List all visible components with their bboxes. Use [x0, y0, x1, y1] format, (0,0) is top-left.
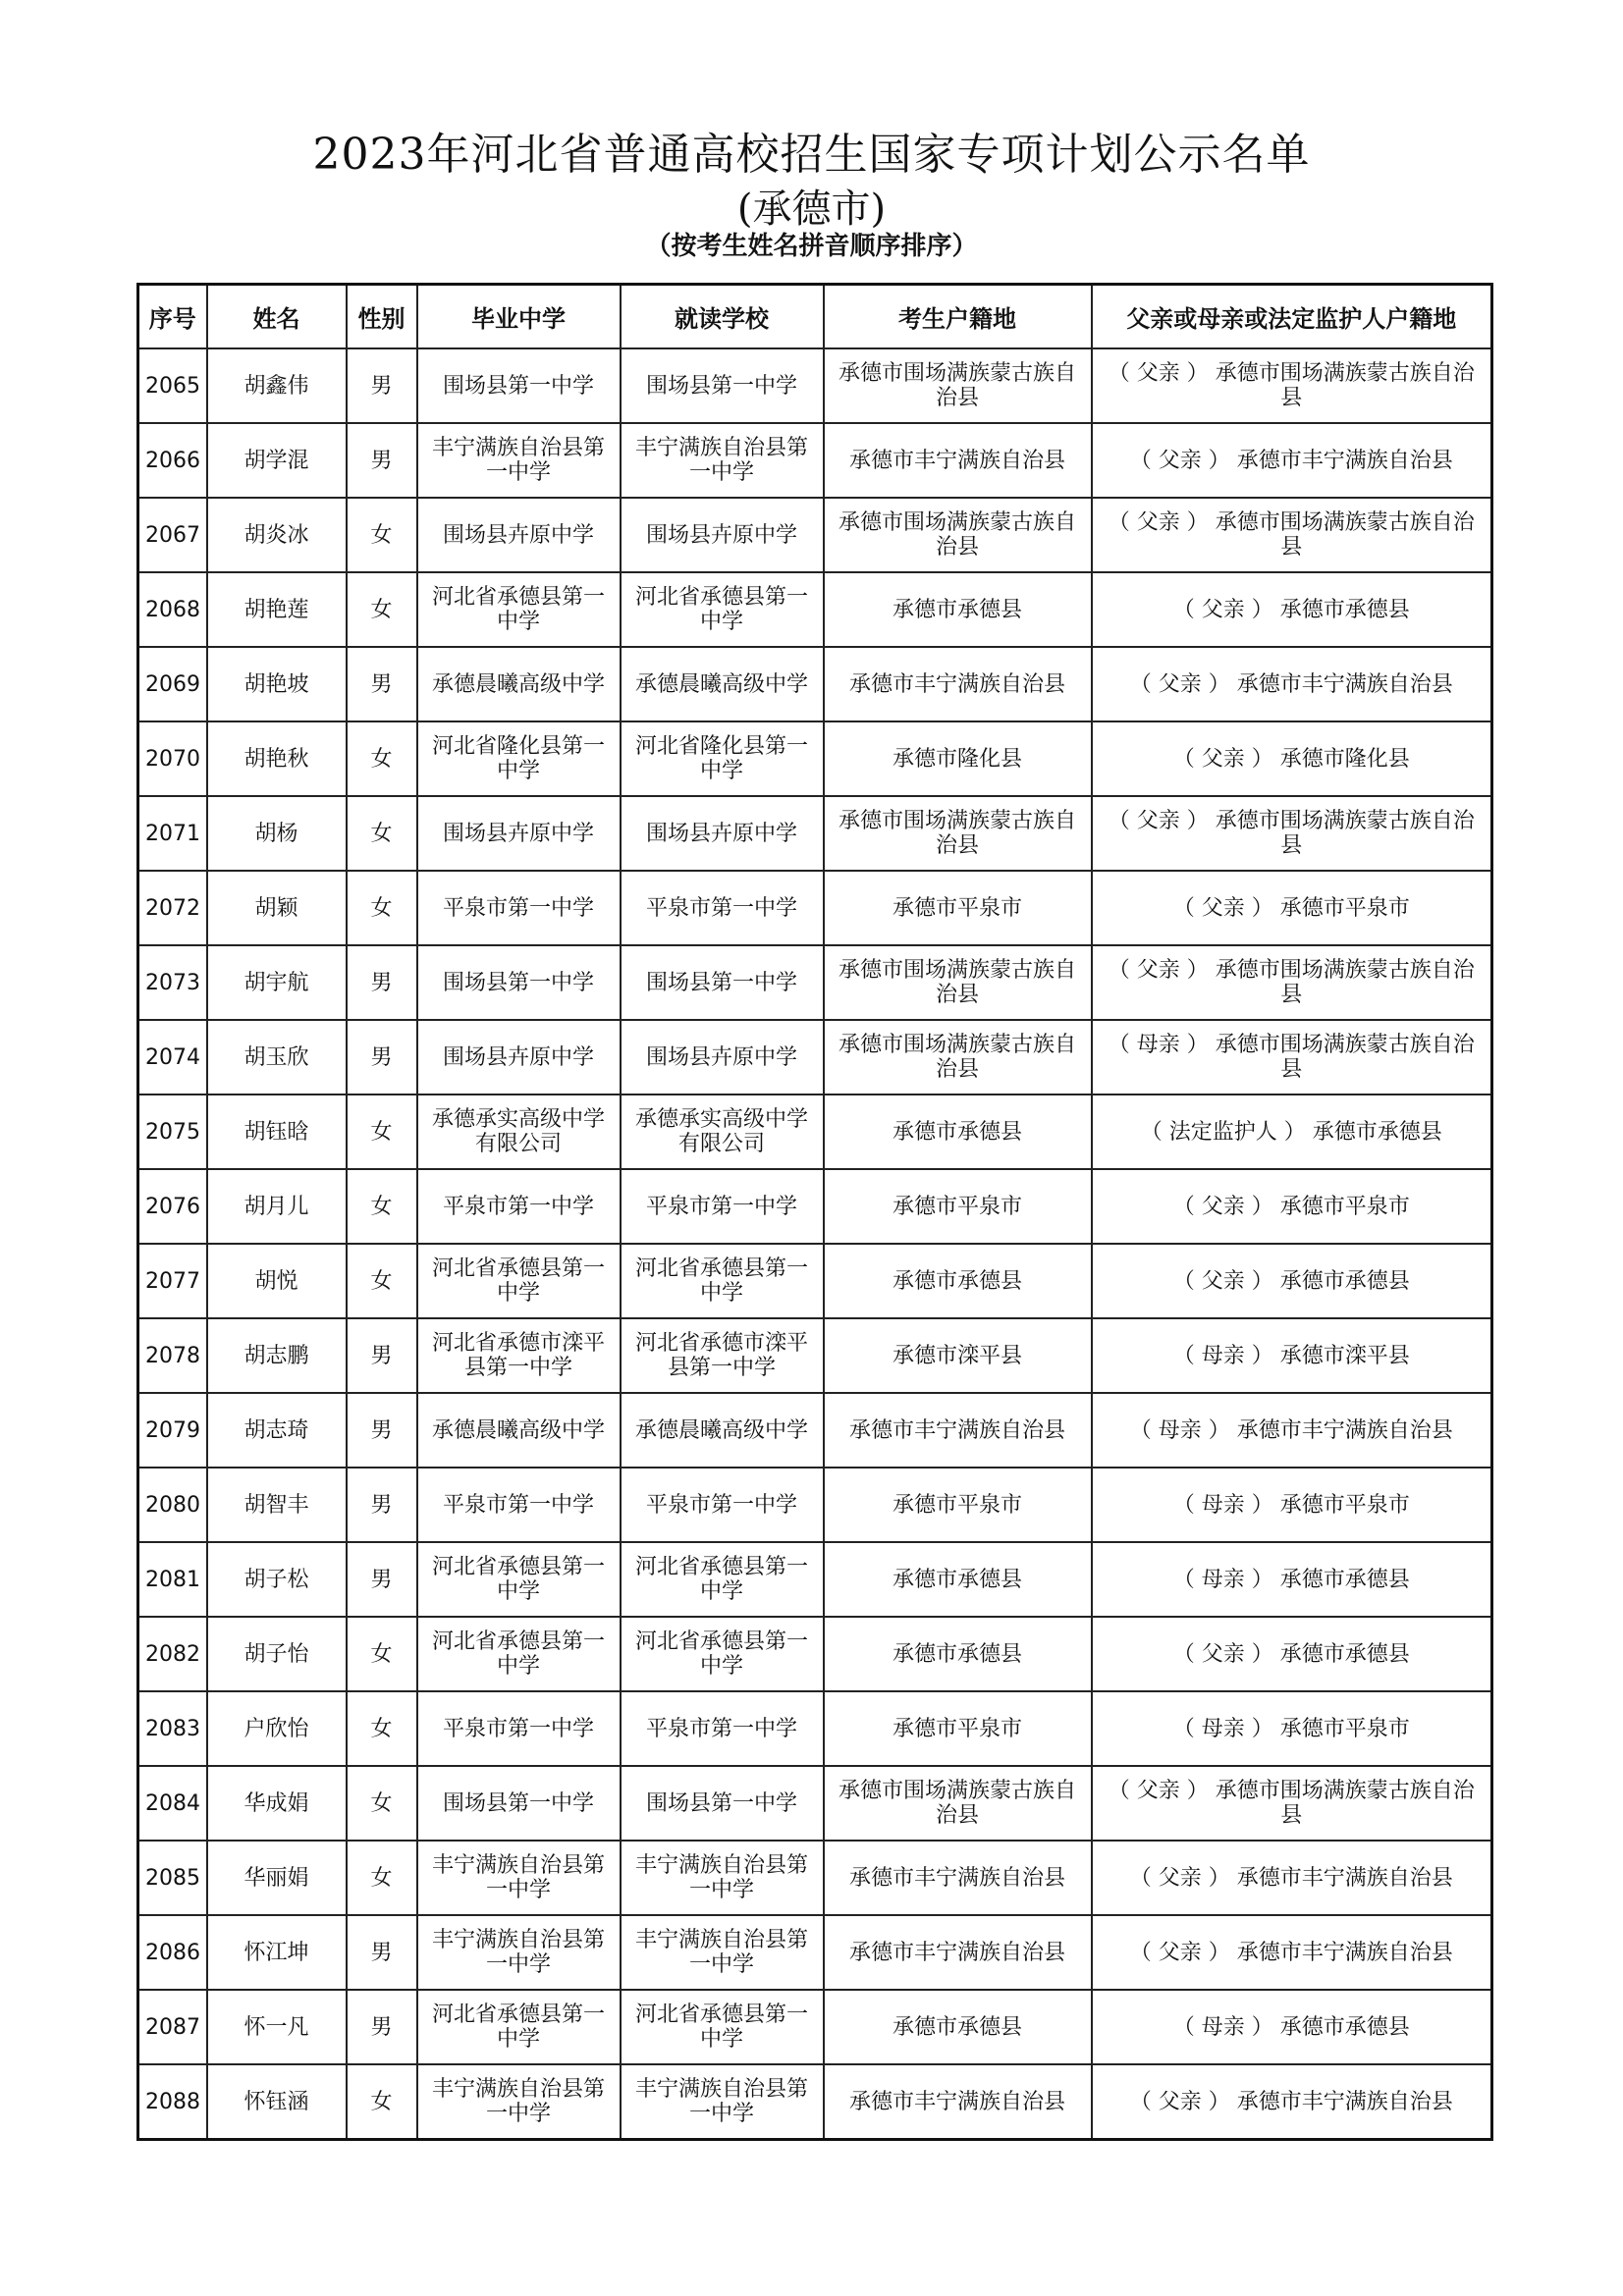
- cell-parent-hukou: （ 父亲 ） 承德市丰宁满族自治县: [1092, 1915, 1492, 1990]
- cell-gender: 女: [347, 1617, 417, 1691]
- table-row: [138, 423, 1492, 498]
- cell-gender: 女: [347, 1691, 417, 1766]
- cell-grad-school: 河北省承德县第一中学: [417, 1990, 621, 2064]
- cell-current-school: 承德承实高级中学有限公司: [621, 1095, 824, 1169]
- cell-grad-school: 围场县第一中学: [417, 1766, 621, 1841]
- cell-hukou: 承德市丰宁满族自治县: [824, 1915, 1092, 1990]
- cell-name: 怀一凡: [207, 1990, 347, 2064]
- table-row: [138, 572, 1492, 647]
- cell-hukou: 承德市承德县: [824, 572, 1092, 647]
- table-row: [138, 348, 1492, 423]
- cell-hukou: 承德市丰宁满族自治县: [824, 423, 1092, 498]
- cell-name: 胡学混: [207, 423, 347, 498]
- cell-current-school: 平泉市第一中学: [621, 1468, 824, 1542]
- cell-grad-school: 丰宁满族自治县第一中学: [417, 1915, 621, 1990]
- table-header-row: [138, 285, 1492, 349]
- cell-hukou: 承德市平泉市: [824, 871, 1092, 945]
- cell-no: 2080: [138, 1468, 207, 1542]
- cell-grad-school: 承德承实高级中学有限公司: [417, 1095, 621, 1169]
- cell-name: 胡炎冰: [207, 498, 347, 572]
- header-gender: 性别: [347, 285, 417, 349]
- table-row: [138, 2064, 1492, 2140]
- table-row: [138, 1617, 1492, 1691]
- cell-grad-school: 承德晨曦高级中学: [417, 1393, 621, 1468]
- cell-grad-school: 围场县卉原中学: [417, 1020, 621, 1095]
- cell-name: 胡月儿: [207, 1169, 347, 1244]
- cell-name: 胡志琦: [207, 1393, 347, 1468]
- table-row: [138, 647, 1492, 721]
- table-row: [138, 1468, 1492, 1542]
- cell-name: 户欣怡: [207, 1691, 347, 1766]
- cell-no: 2076: [138, 1169, 207, 1244]
- cell-current-school: 围场县第一中学: [621, 1766, 824, 1841]
- cell-parent-hukou: （ 父亲 ） 承德市平泉市: [1092, 1169, 1492, 1244]
- cell-current-school: 围场县卉原中学: [621, 796, 824, 871]
- cell-no: 2086: [138, 1915, 207, 1990]
- cell-no: 2066: [138, 423, 207, 498]
- cell-hukou: 承德市丰宁满族自治县: [824, 1393, 1092, 1468]
- cell-gender: 女: [347, 871, 417, 945]
- cell-grad-school: 围场县卉原中学: [417, 796, 621, 871]
- table-row: [138, 871, 1492, 945]
- cell-grad-school: 丰宁满族自治县第一中学: [417, 423, 621, 498]
- table-row: [138, 1095, 1492, 1169]
- cell-gender: 女: [347, 1095, 417, 1169]
- cell-grad-school: 围场县第一中学: [417, 348, 621, 423]
- cell-parent-hukou: （ 父亲 ） 承德市承德县: [1092, 1617, 1492, 1691]
- table-row: [138, 1542, 1492, 1617]
- cell-no: 2077: [138, 1244, 207, 1318]
- cell-hukou: 承德市滦平县: [824, 1318, 1092, 1393]
- cell-name: 胡颖: [207, 871, 347, 945]
- cell-parent-hukou: （ 母亲 ） 承德市围场满族蒙古族自治县: [1092, 1020, 1492, 1095]
- cell-no: 2085: [138, 1841, 207, 1915]
- cell-current-school: 围场县第一中学: [621, 945, 824, 1020]
- cell-name: 胡子松: [207, 1542, 347, 1617]
- cell-parent-hukou: （ 父亲 ） 承德市丰宁满族自治县: [1092, 647, 1492, 721]
- cell-no: 2065: [138, 348, 207, 423]
- cell-no: 2084: [138, 1766, 207, 1841]
- cell-hukou: 承德市围场满族蒙古族自治县: [824, 1766, 1092, 1841]
- cell-parent-hukou: （ 父亲 ） 承德市承德县: [1092, 1244, 1492, 1318]
- cell-parent-hukou: （ 父亲 ） 承德市平泉市: [1092, 871, 1492, 945]
- cell-current-school: 围场县卉原中学: [621, 1020, 824, 1095]
- cell-parent-hukou: （ 父亲 ） 承德市承德县: [1092, 572, 1492, 647]
- cell-parent-hukou: （ 父亲 ） 承德市围场满族蒙古族自治县: [1092, 348, 1492, 423]
- cell-current-school: 河北省隆化县第一中学: [621, 721, 824, 796]
- cell-gender: 女: [347, 572, 417, 647]
- cell-hukou: 承德市平泉市: [824, 1169, 1092, 1244]
- cell-gender: 男: [347, 1393, 417, 1468]
- table-row: [138, 1766, 1492, 1841]
- cell-name: 胡钰晗: [207, 1095, 347, 1169]
- table-row: [138, 1169, 1492, 1244]
- cell-hukou: 承德市承德县: [824, 1617, 1092, 1691]
- cell-name: 华丽娟: [207, 1841, 347, 1915]
- table-row: [138, 1020, 1492, 1095]
- roster-body: [138, 348, 1492, 2140]
- cell-hukou: 承德市围场满族蒙古族自治县: [824, 498, 1092, 572]
- header-hukou: 考生户籍地: [824, 285, 1092, 349]
- cell-parent-hukou: （ 父亲 ） 承德市围场满族蒙古族自治县: [1092, 1766, 1492, 1841]
- cell-grad-school: 围场县卉原中学: [417, 498, 621, 572]
- cell-parent-hukou: （ 父亲 ） 承德市丰宁满族自治县: [1092, 423, 1492, 498]
- cell-no: 2075: [138, 1095, 207, 1169]
- cell-no: 2072: [138, 871, 207, 945]
- cell-grad-school: 平泉市第一中学: [417, 1169, 621, 1244]
- cell-gender: 女: [347, 796, 417, 871]
- cell-hukou: 承德市围场满族蒙古族自治县: [824, 1020, 1092, 1095]
- cell-grad-school: 丰宁满族自治县第一中学: [417, 1841, 621, 1915]
- cell-name: 胡智丰: [207, 1468, 347, 1542]
- cell-hukou: 承德市隆化县: [824, 721, 1092, 796]
- document-subtitle: (承德市): [736, 187, 887, 232]
- cell-gender: 男: [347, 1318, 417, 1393]
- cell-name: 华成娟: [207, 1766, 347, 1841]
- cell-grad-school: 河北省承德县第一中学: [417, 1244, 621, 1318]
- cell-no: 2070: [138, 721, 207, 796]
- cell-parent-hukou: （ 父亲 ） 承德市丰宁满族自治县: [1092, 1841, 1492, 1915]
- cell-gender: 男: [347, 647, 417, 721]
- cell-no: 2068: [138, 572, 207, 647]
- cell-name: 胡玉欣: [207, 1020, 347, 1095]
- cell-hukou: 承德市丰宁满族自治县: [824, 647, 1092, 721]
- cell-no: 2073: [138, 945, 207, 1020]
- cell-gender: 男: [347, 1468, 417, 1542]
- cell-no: 2067: [138, 498, 207, 572]
- cell-parent-hukou: （ 法定监护人 ） 承德市承德县: [1092, 1095, 1492, 1169]
- cell-no: 2081: [138, 1542, 207, 1617]
- cell-grad-school: 丰宁满族自治县第一中学: [417, 2064, 621, 2140]
- cell-gender: 女: [347, 1169, 417, 1244]
- cell-parent-hukou: （ 母亲 ） 承德市平泉市: [1092, 1691, 1492, 1766]
- cell-no: 2069: [138, 647, 207, 721]
- header-parent-hukou: 父亲或母亲或法定监护人户籍地: [1092, 285, 1492, 349]
- cell-grad-school: 河北省隆化县第一中学: [417, 721, 621, 796]
- sort-note: （按考生姓名拼音顺序排序）: [645, 232, 978, 261]
- cell-hukou: 承德市围场满族蒙古族自治县: [824, 348, 1092, 423]
- cell-grad-school: 河北省承德县第一中学: [417, 1542, 621, 1617]
- cell-current-school: 河北省承德市滦平县第一中学: [621, 1318, 824, 1393]
- cell-name: 怀钰涵: [207, 2064, 347, 2140]
- cell-hukou: 承德市平泉市: [824, 1468, 1092, 1542]
- header-current-school: 就读学校: [621, 285, 824, 349]
- cell-hukou: 承德市平泉市: [824, 1691, 1092, 1766]
- table-row: [138, 1841, 1492, 1915]
- cell-name: 胡艳坡: [207, 647, 347, 721]
- header-name: 姓名: [207, 285, 347, 349]
- cell-name: 胡鑫伟: [207, 348, 347, 423]
- cell-current-school: 丰宁满族自治县第一中学: [621, 1841, 824, 1915]
- cell-name: 怀江坤: [207, 1915, 347, 1990]
- cell-current-school: 丰宁满族自治县第一中学: [621, 423, 824, 498]
- cell-current-school: 河北省承德县第一中学: [621, 1990, 824, 2064]
- cell-current-school: 河北省承德县第一中学: [621, 1244, 824, 1318]
- cell-current-school: 平泉市第一中学: [621, 1169, 824, 1244]
- table-row: [138, 1244, 1492, 1318]
- cell-gender: 男: [347, 348, 417, 423]
- cell-current-school: 承德晨曦高级中学: [621, 647, 824, 721]
- cell-no: 2083: [138, 1691, 207, 1766]
- cell-gender: 男: [347, 1020, 417, 1095]
- cell-parent-hukou: （ 母亲 ） 承德市平泉市: [1092, 1468, 1492, 1542]
- cell-hukou: 承德市承德县: [824, 1244, 1092, 1318]
- cell-current-school: 河北省承德县第一中学: [621, 572, 824, 647]
- cell-gender: 男: [347, 1990, 417, 2064]
- cell-grad-school: 平泉市第一中学: [417, 871, 621, 945]
- cell-name: 胡艳秋: [207, 721, 347, 796]
- cell-no: 2082: [138, 1617, 207, 1691]
- table-row: [138, 498, 1492, 572]
- cell-grad-school: 围场县第一中学: [417, 945, 621, 1020]
- cell-gender: 女: [347, 721, 417, 796]
- cell-current-school: 丰宁满族自治县第一中学: [621, 1915, 824, 1990]
- roster-table: [136, 283, 1493, 2141]
- cell-no: 2074: [138, 1020, 207, 1095]
- cell-parent-hukou: （ 母亲 ） 承德市滦平县: [1092, 1318, 1492, 1393]
- cell-grad-school: 河北省承德县第一中学: [417, 572, 621, 647]
- cell-parent-hukou: （ 母亲 ） 承德市承德县: [1092, 1990, 1492, 2064]
- cell-gender: 男: [347, 1915, 417, 1990]
- cell-current-school: 丰宁满族自治县第一中学: [621, 2064, 824, 2140]
- cell-grad-school: 平泉市第一中学: [417, 1468, 621, 1542]
- cell-parent-hukou: （ 父亲 ） 承德市丰宁满族自治县: [1092, 2064, 1492, 2140]
- table-row: [138, 796, 1492, 871]
- cell-name: 胡杨: [207, 796, 347, 871]
- cell-name: 胡悦: [207, 1244, 347, 1318]
- cell-gender: 女: [347, 498, 417, 572]
- table-row: [138, 721, 1492, 796]
- table-row: [138, 1915, 1492, 1990]
- cell-gender: 女: [347, 2064, 417, 2140]
- cell-current-school: 河北省承德县第一中学: [621, 1542, 824, 1617]
- cell-parent-hukou: （ 父亲 ） 承德市隆化县: [1092, 721, 1492, 796]
- table-row: [138, 1393, 1492, 1468]
- cell-gender: 女: [347, 1841, 417, 1915]
- cell-parent-hukou: （ 父亲 ） 承德市围场满族蒙古族自治县: [1092, 945, 1492, 1020]
- cell-hukou: 承德市承德县: [824, 1095, 1092, 1169]
- cell-parent-hukou: （ 母亲 ） 承德市承德县: [1092, 1542, 1492, 1617]
- table-row: [138, 1990, 1492, 2064]
- table-row: [138, 1691, 1492, 1766]
- table-row: [138, 1318, 1492, 1393]
- cell-hukou: 承德市围场满族蒙古族自治县: [824, 945, 1092, 1020]
- cell-no: 2078: [138, 1318, 207, 1393]
- header-no: 序号: [138, 285, 207, 349]
- cell-no: 2071: [138, 796, 207, 871]
- cell-parent-hukou: （ 父亲 ） 承德市围场满族蒙古族自治县: [1092, 498, 1492, 572]
- cell-grad-school: 河北省承德市滦平县第一中学: [417, 1318, 621, 1393]
- cell-no: 2088: [138, 2064, 207, 2140]
- cell-hukou: 承德市丰宁满族自治县: [824, 2064, 1092, 2140]
- cell-name: 胡子怡: [207, 1617, 347, 1691]
- cell-parent-hukou: （ 父亲 ） 承德市围场满族蒙古族自治县: [1092, 796, 1492, 871]
- cell-name: 胡宇航: [207, 945, 347, 1020]
- header-grad-school: 毕业中学: [417, 285, 621, 349]
- cell-parent-hukou: （ 母亲 ） 承德市丰宁满族自治县: [1092, 1393, 1492, 1468]
- table-row: [138, 945, 1492, 1020]
- cell-current-school: 河北省承德县第一中学: [621, 1617, 824, 1691]
- cell-current-school: 平泉市第一中学: [621, 871, 824, 945]
- cell-current-school: 围场县第一中学: [621, 348, 824, 423]
- cell-hukou: 承德市丰宁满族自治县: [824, 1841, 1092, 1915]
- cell-no: 2079: [138, 1393, 207, 1468]
- cell-hukou: 承德市围场满族蒙古族自治县: [824, 796, 1092, 871]
- cell-grad-school: 河北省承德县第一中学: [417, 1617, 621, 1691]
- cell-current-school: 承德晨曦高级中学: [621, 1393, 824, 1468]
- cell-gender: 男: [347, 945, 417, 1020]
- cell-hukou: 承德市承德县: [824, 1542, 1092, 1617]
- cell-gender: 男: [347, 423, 417, 498]
- cell-gender: 女: [347, 1766, 417, 1841]
- cell-gender: 男: [347, 1542, 417, 1617]
- cell-current-school: 围场县卉原中学: [621, 498, 824, 572]
- cell-hukou: 承德市承德县: [824, 1990, 1092, 2064]
- cell-gender: 女: [347, 1244, 417, 1318]
- cell-grad-school: 平泉市第一中学: [417, 1691, 621, 1766]
- cell-name: 胡艳莲: [207, 572, 347, 647]
- document-title: 2023年河北省普通高校招生国家专项计划公示名单: [312, 130, 1311, 180]
- cell-no: 2087: [138, 1990, 207, 2064]
- cell-current-school: 平泉市第一中学: [621, 1691, 824, 1766]
- cell-grad-school: 承德晨曦高级中学: [417, 647, 621, 721]
- cell-name: 胡志鹏: [207, 1318, 347, 1393]
